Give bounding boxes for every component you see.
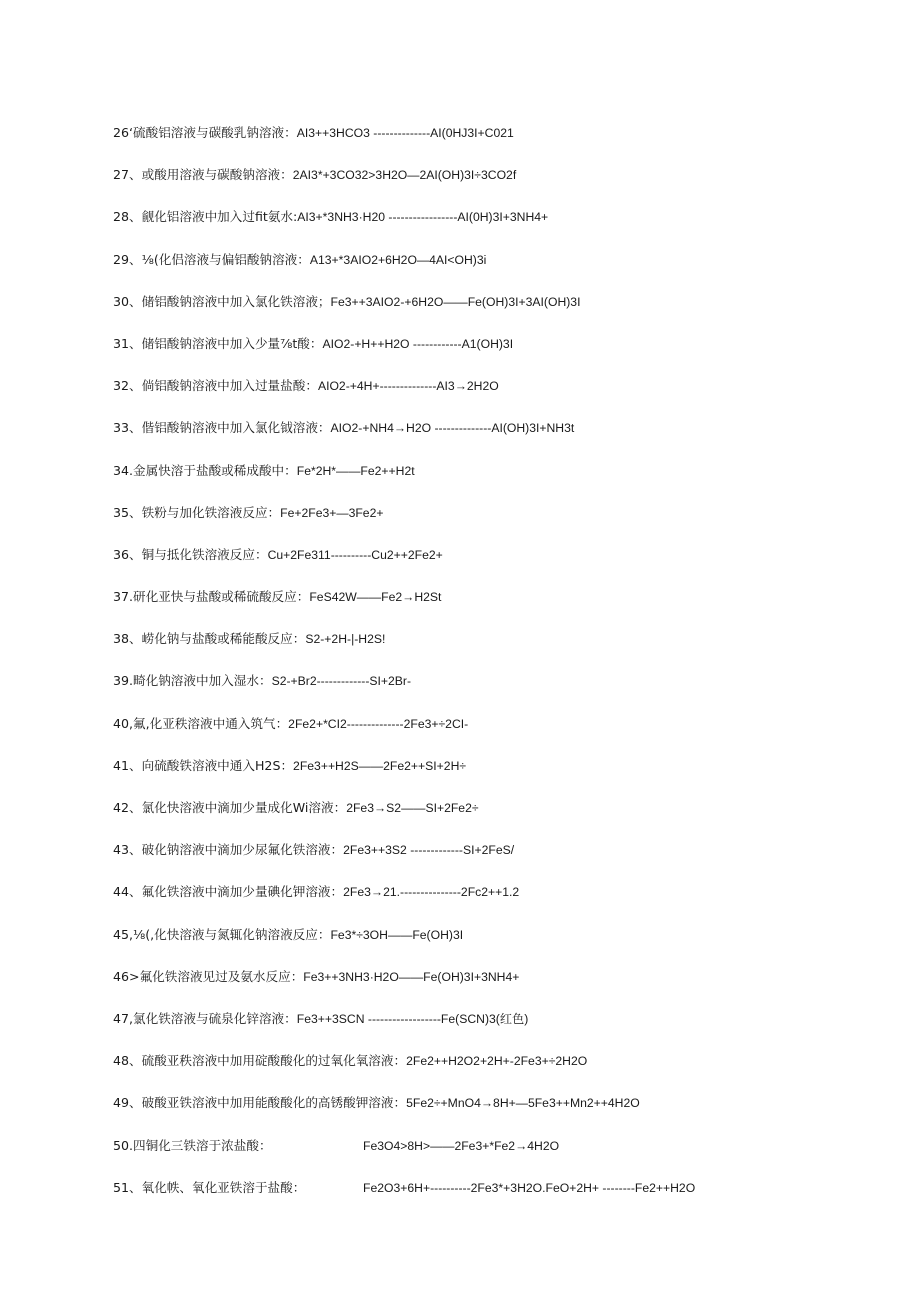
equation-line-39 — [113, 671, 893, 713]
line-label: 34.金属快溶于盐酸或稀成酸中： — [113, 462, 297, 478]
line-equation: Fe*2H*——Fe2++H2t — [296, 463, 415, 478]
equation-line-43 — [113, 840, 893, 882]
equation-line-36 — [113, 545, 893, 587]
equation-line-50 — [113, 1136, 893, 1178]
line-label: 35、铁粉与加化铁溶液反应： — [113, 504, 281, 520]
line-equation: Cu+2Fe311----------Cu2++2Fe2+ — [267, 547, 443, 562]
equation-line-46 — [113, 967, 893, 1009]
line-label: 46>氟化铁溶液见过及氨水反应： — [113, 968, 304, 984]
equation-line-45 — [113, 925, 893, 967]
equation-line-37 — [113, 587, 893, 629]
equation-line-35 — [113, 503, 893, 545]
equation-line-29 — [113, 250, 893, 292]
line-label: 45,⅛(,化快溶液与氮辄化钠溶液反应： — [113, 926, 331, 942]
line-label: 48、硫酸亚秩溶液中加用碇酸酸化的过氧化氧溶液： — [113, 1053, 407, 1069]
line-label: 36、铜与抵化铁溶液反应： — [113, 546, 268, 562]
line-label: 51、氧化帙、氧化亚铁溶于盐酸： — [113, 1179, 306, 1195]
equation-line-40 — [113, 714, 893, 756]
line-equation: 5Fe2÷+MnO4→8H+—5Fe3++Mn2++4H2O — [406, 1096, 640, 1111]
line-equation: Fe3O4>8H>——2Fe3+*Fe2→4H2O — [363, 1138, 560, 1153]
equation-line-27 — [113, 165, 893, 207]
line-label: 28、觎化铝溶液中加入过fit氨水: — [113, 209, 298, 225]
equation-line-49 — [113, 1093, 893, 1135]
line-equation: 2Fe2+*CI2--------------2Fe3+÷2CI- — [288, 716, 469, 731]
line-label: 29、⅛(化侣溶液与偏铝酸钠溶液： — [113, 251, 310, 267]
line-equation: 2Fe3++H2S——2Fe2++SI+2H÷ — [293, 758, 467, 773]
line-equation: S2-+Br2-------------SI+2Br- — [271, 674, 412, 689]
line-label: 47,氯化铁溶液与硫泉化锌溶液： — [113, 1010, 297, 1026]
line-equation: AIO2-+4H+--------------AI3→2H2O — [317, 379, 499, 394]
line-label: 30、储铝酸钠溶液中加入氯化铁溶液； — [113, 293, 331, 309]
line-equation: 2Fe3→21.---------------2Fc2++1.2 — [343, 885, 520, 900]
equation-list — [113, 123, 893, 1220]
line-equation: AI3+*3NH3·H20 -----------------AI(0H)3I+3NH4+ — [297, 210, 549, 225]
line-equation: FeS42W——Fe2→H2St — [309, 590, 442, 605]
line-equation: 2AI3*+3CO32>3H2O—2AI(OH)3I÷3CO2f — [292, 168, 517, 183]
line-label: 42、氯化快溶液中滴加少量成化Wi溶液： — [113, 800, 347, 815]
line-equation: AIO2-+NH4→H2O --------------AI(OH)3I+NH3t — [330, 421, 575, 436]
equation-line-30 — [113, 292, 893, 334]
line-label: 26‘硫酸铝溶液与碳酸乳钠溶液： — [113, 125, 297, 140]
line-label: 38、崂化钠与盐酸或稀能酸反应： — [113, 631, 306, 647]
line-equation: AI3++3HCO3 --------------AI(0HJ3I+C021 — [296, 126, 514, 140]
line-equation: Fe3++3AIO2-+6H2O——Fe(OH)3I+3AI(OH)3I — [330, 294, 581, 309]
line-label: 39.畸化钠溶液中加入湿水： — [113, 673, 272, 689]
equation-line-34 — [113, 461, 893, 503]
equation-line-41 — [113, 756, 893, 798]
line-label: 27、或酸用溶液与碳酸钠溶液： — [113, 167, 293, 183]
line-equation: Fe3++3SCN ------------------Fe(SCN)3(红色) — [296, 1011, 529, 1026]
line-label: 43、破化钠溶液中滴加少尿氟化铁溶液： — [113, 842, 344, 858]
equation-line-33 — [113, 418, 893, 460]
line-equation: Fe+2Fe3+—3Fe2+ — [280, 505, 384, 520]
line-label: 49、破酸亚铁溶液中加用能酸酸化的高锈酸钾溶液： — [113, 1095, 407, 1111]
line-label: 31、储铝酸钠溶液中加入少量⅞t酸： — [113, 335, 323, 351]
line-equation: 2Fe3→S2——SI+2Fe2÷ — [346, 801, 479, 815]
line-label: 41、向硫酸铁溶液中通入H2S： — [113, 757, 294, 773]
equation-line-28 — [113, 207, 893, 249]
line-equation: Fe2O3+6H+----------2Fe3*+3H2O.FeO+2H+ --------Fe2++H2O — [363, 1180, 696, 1195]
line-label: 32、倘铝酸钠溶液中加入过量盐酸： — [113, 378, 318, 394]
equation-line-48 — [113, 1051, 893, 1093]
line-equation: 2Fe3++3S2 -------------SI+2FeS/ — [343, 843, 515, 858]
equation-line-32 — [113, 376, 893, 418]
equation-line-26 — [113, 123, 893, 165]
equation-line-51 — [113, 1178, 893, 1220]
line-equation: S2-+2H-|-H2S! — [305, 632, 386, 647]
line-equation: Fe3++3NH3·H2O——Fe(OH)3I+3NH4+ — [303, 969, 520, 984]
equation-line-44 — [113, 882, 893, 924]
line-equation: A13+*3AIO2+6H2O—4AI<OH)3i — [309, 252, 487, 267]
line-label: 33、偕铝酸钠溶液中加入氯化钺溶液： — [113, 420, 331, 436]
equation-line-31 — [113, 334, 893, 376]
equation-line-38 — [113, 629, 893, 671]
line-label: 44、氟化铁溶液中滴加少量碘化钾溶液： — [113, 884, 344, 900]
line-label: 37.研化亚快与盐酸或稀硫酸反应： — [113, 589, 310, 605]
line-equation: AIO2-+H++H2O ------------A1(OH)3I — [322, 336, 514, 351]
line-label: 50.四铜化三铁溶于浓盐酸： — [113, 1137, 272, 1153]
line-equation: 2Fe2++H2O2+2H+-2Fe3+÷2H2O — [406, 1054, 588, 1069]
equation-line-42 — [113, 798, 893, 840]
equation-line-47 — [113, 1009, 893, 1051]
line-equation: Fe3*÷3OH——Fe(OH)3I — [330, 927, 464, 942]
line-label: 40,氟,化亚秩溶液中通入筑气： — [113, 715, 289, 731]
